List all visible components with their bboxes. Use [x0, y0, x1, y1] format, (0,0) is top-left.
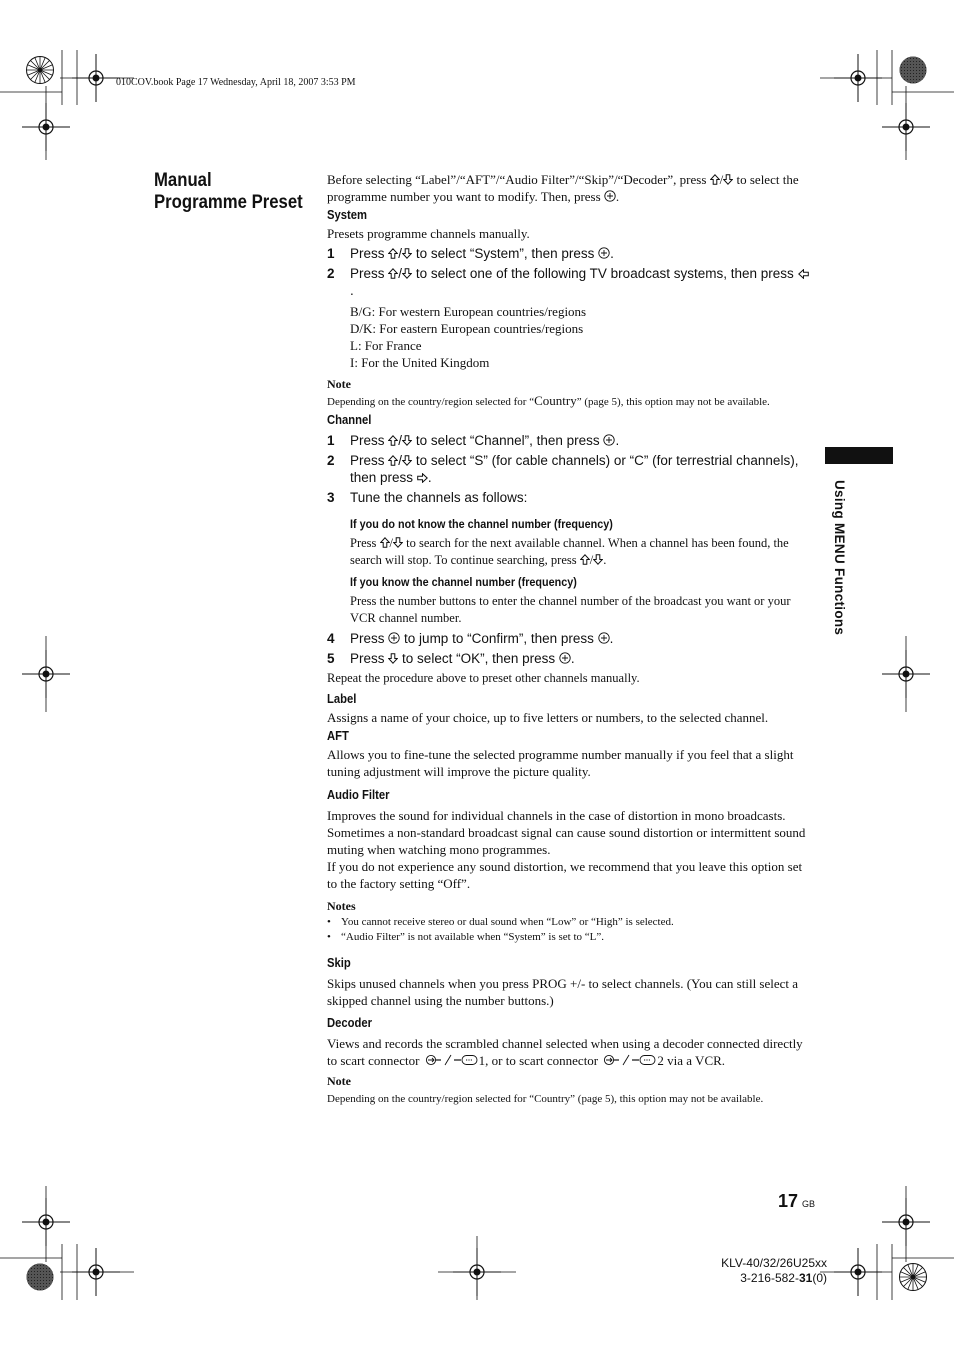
repeat-text: Repeat the procedure above to preset other channels manually.	[327, 671, 640, 685]
part-code: 3-216-582-31(0)	[740, 1271, 827, 1285]
up-arrow-icon	[388, 455, 398, 466]
option-item: B/G: For western European countries/regions	[350, 304, 587, 319]
system-heading: System	[327, 208, 368, 222]
note-item: • “Audio Filter” is not available when “System” is set to “L”.	[327, 930, 811, 945]
up-arrow-icon	[388, 435, 398, 446]
print-header: 010COV.book Page 17 Wednesday, April 18, 2007 3:53 PM	[116, 77, 356, 88]
aft-heading: AFT	[327, 729, 349, 743]
aft-text: Allows you to fine-tune the selected programme number manually if you feel that a slight tuning adjustment will improve the picture quality.	[327, 747, 794, 779]
model-info	[721, 1256, 827, 1286]
label-heading: Label	[327, 692, 357, 706]
ok-button-icon	[603, 434, 615, 446]
section-tab	[825, 447, 893, 464]
channel-step-5: 5 Press to select “OK”, then press .	[327, 651, 575, 666]
sub2-text: Press the number buttons to enter the channel number of the broadcast you want or your VCR channel number.	[350, 594, 791, 625]
left-arrow-icon	[798, 269, 809, 279]
scart-connector-icon	[423, 1054, 479, 1066]
skip-text: Skips unused channels when you press PROG +/- to select channels. (You can still select a skipped channel using the number buttons.)	[327, 976, 799, 1008]
intro-paragraph: Before selecting “Label”/“AFT”/“Audio Filter”/“Skip”/“Decoder”, press / to select the programme number you want to modify. Then, press .	[327, 172, 799, 204]
subheading-unknown-number: If you do not know the channel number (frequency)	[350, 517, 613, 531]
audio-filter-p1: Improves the sound for individual channels in the case of distortion in mono broadcasts. Sometimes a non-standard broadcast signal can cause sound distortion or intermittent sound muting when watching mono programmes.	[327, 808, 806, 857]
option-item: I: For the United Kingdom	[350, 355, 490, 370]
channel-step-2: 2 Press / to select “S” (for cable channels) or “C” (for terrestrial channels), then press .	[327, 453, 799, 485]
decoder-heading: Decoder	[327, 1016, 373, 1030]
ok-button-icon	[598, 247, 610, 259]
decoder-text: Views and records the scrambled channel selected when using a decoder connected directly to scart connector 1, or to scart connector 2 via a VCR.	[327, 1036, 803, 1068]
note-heading: Note	[327, 1074, 351, 1088]
audio-filter-p2: If you do not experience any sound distortion, we recommend that you leave this option set to the factory setting “Off”.	[327, 859, 803, 891]
down-arrow-icon	[402, 435, 412, 446]
decoder-note: Depending on the country/region selected for “Country” (page 5), this option may not be available.	[327, 1093, 764, 1105]
page-number: 17 GB	[778, 1191, 816, 1211]
system-desc: Presets programme channels manually.	[327, 226, 530, 241]
up-arrow-icon	[580, 554, 590, 565]
option-item: L: For France	[350, 338, 422, 353]
channel-step-4: 4 Press to jump to “Confirm”, then press .	[327, 631, 614, 646]
sub1-text: Press / to search for the next available channel. When a channel has been found, the search will stop. To continue searching, press / .	[350, 536, 789, 567]
down-arrow-icon	[388, 653, 398, 664]
up-arrow-icon	[388, 248, 398, 259]
channel-heading: Channel	[327, 413, 372, 427]
system-step-1: 1 Press / to select “System”, then press .	[327, 246, 614, 261]
right-arrow-icon	[417, 473, 428, 483]
side-label: Using MENU Functions	[832, 480, 847, 636]
ok-button-icon	[559, 652, 571, 664]
up-arrow-icon	[388, 268, 398, 279]
ok-button-icon	[604, 190, 616, 202]
system-step-2: 2 Press / to select one of the following TV broadcast systems, then press .	[327, 265, 811, 299]
scart-connector-icon	[601, 1054, 657, 1066]
section-title: Manual Programme Preset	[154, 170, 303, 213]
down-arrow-icon	[723, 174, 733, 185]
up-arrow-icon	[710, 174, 720, 185]
note-item: • You cannot receive stereo or dual sound when “Low” or “High” is selected.	[327, 915, 811, 930]
down-arrow-icon	[402, 268, 412, 279]
channel-step-1: 1 Press / to select “Channel”, then press .	[327, 433, 620, 448]
up-arrow-icon	[380, 537, 390, 548]
system-note: Depending on the country/region selected for “Country” (page 5), this option may not be available.	[327, 393, 770, 408]
notes-heading: Notes	[327, 899, 356, 913]
ok-button-icon	[388, 632, 400, 644]
ok-button-icon	[598, 632, 610, 644]
down-arrow-icon	[402, 455, 412, 466]
down-arrow-icon	[402, 248, 412, 259]
model-number: KLV-40/32/26U25xx	[721, 1256, 827, 1270]
note-heading: Note	[327, 377, 351, 391]
label-text: Assigns a name of your choice, up to five letters or numbers, to the selected channel.	[327, 710, 769, 725]
subheading-known-number: If you know the channel number (frequency)	[350, 575, 577, 589]
content-column	[327, 171, 811, 1107]
skip-heading: Skip	[327, 956, 351, 970]
down-arrow-icon	[393, 537, 403, 548]
channel-step-3: 3 Tune the channels as follows:	[327, 490, 528, 505]
system-options	[327, 303, 811, 371]
audio-filter-heading: Audio Filter	[327, 788, 390, 802]
down-arrow-icon	[593, 554, 603, 565]
option-item: D/K: For eastern European countries/regions	[350, 321, 584, 336]
